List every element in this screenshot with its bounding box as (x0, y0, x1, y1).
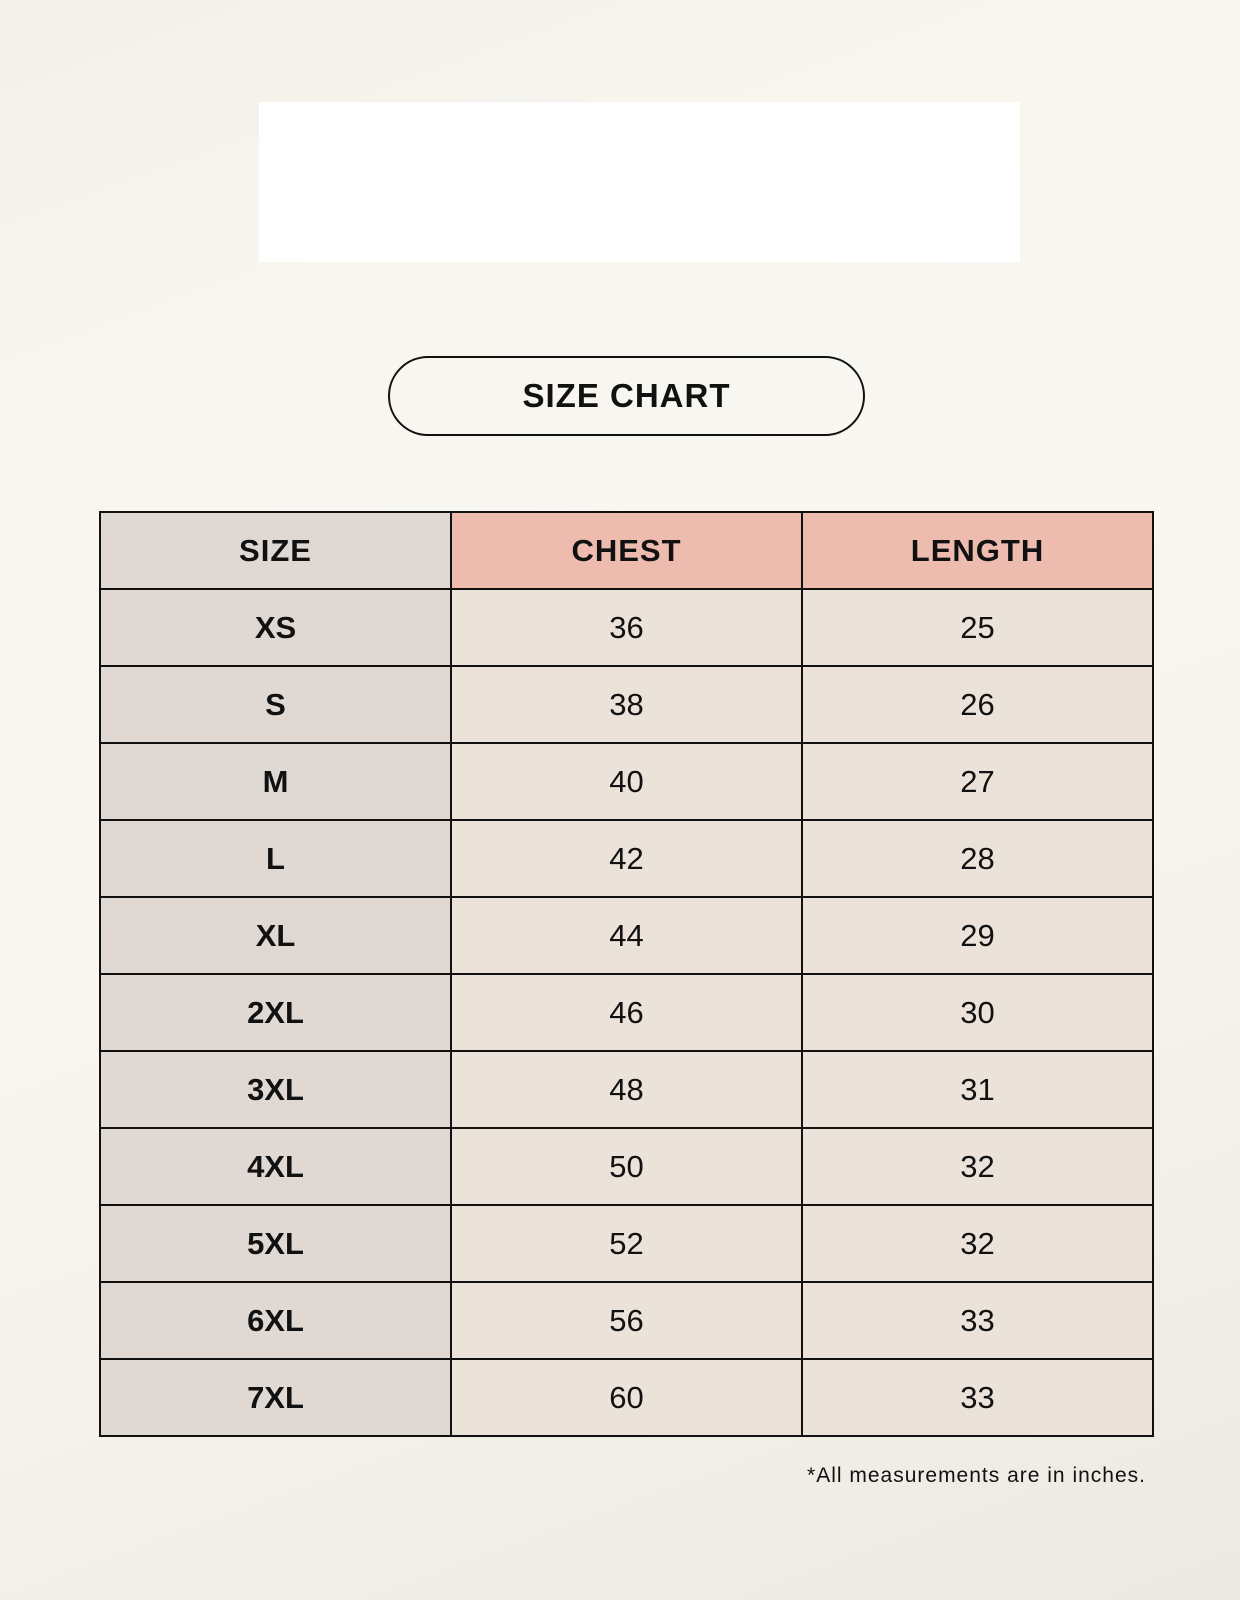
cell-size: 4XL (100, 1128, 451, 1205)
cell-chest: 40 (451, 743, 802, 820)
cell-chest: 48 (451, 1051, 802, 1128)
header-length: LENGTH (802, 512, 1153, 589)
cell-length: 32 (802, 1205, 1153, 1282)
cell-length: 29 (802, 897, 1153, 974)
cell-length: 28 (802, 820, 1153, 897)
cell-size: 6XL (100, 1282, 451, 1359)
header-size: SIZE (100, 512, 451, 589)
table-row (100, 666, 1153, 743)
cell-chest: 60 (451, 1359, 802, 1436)
cell-length: 27 (802, 743, 1153, 820)
cell-size: 5XL (100, 1205, 451, 1282)
table-header-row (100, 512, 1153, 589)
cell-chest: 52 (451, 1205, 802, 1282)
table-row (100, 1205, 1153, 1282)
cell-size: 2XL (100, 974, 451, 1051)
cell-size: M (100, 743, 451, 820)
table-row (100, 820, 1153, 897)
size-chart-table (99, 511, 1154, 1437)
page-title: SIZE CHART (388, 356, 865, 436)
cell-length: 31 (802, 1051, 1153, 1128)
cell-length: 26 (802, 666, 1153, 743)
table-row (100, 743, 1153, 820)
table-row (100, 589, 1153, 666)
table-row (100, 974, 1153, 1051)
cell-chest: 50 (451, 1128, 802, 1205)
cell-chest: 56 (451, 1282, 802, 1359)
cell-length: 32 (802, 1128, 1153, 1205)
table-row (100, 1282, 1153, 1359)
cell-size: 7XL (100, 1359, 451, 1436)
cell-length: 25 (802, 589, 1153, 666)
cell-size: S (100, 666, 451, 743)
cell-size: 3XL (100, 1051, 451, 1128)
cell-size: XL (100, 897, 451, 974)
cell-size: L (100, 820, 451, 897)
cell-size: XS (100, 589, 451, 666)
cell-chest: 44 (451, 897, 802, 974)
table-row (100, 1051, 1153, 1128)
cell-chest: 42 (451, 820, 802, 897)
table-row (100, 1128, 1153, 1205)
cell-chest: 36 (451, 589, 802, 666)
cell-chest: 46 (451, 974, 802, 1051)
table-row (100, 897, 1153, 974)
header-chest: CHEST (451, 512, 802, 589)
logo-placeholder (259, 102, 1020, 262)
cell-length: 30 (802, 974, 1153, 1051)
footnote: *All measurements are in inches. (807, 1464, 1146, 1487)
cell-length: 33 (802, 1282, 1153, 1359)
cell-length: 33 (802, 1359, 1153, 1436)
cell-chest: 38 (451, 666, 802, 743)
table-row (100, 1359, 1153, 1436)
